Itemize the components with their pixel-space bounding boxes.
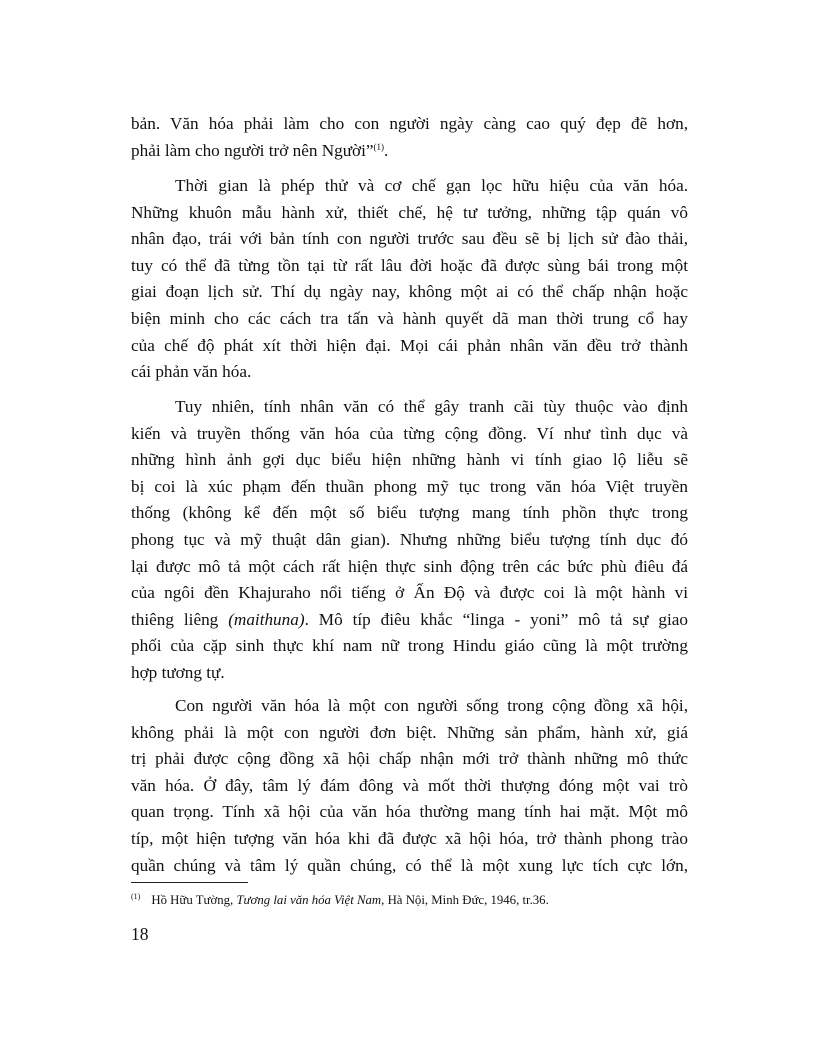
text-line: Thời gian là phép thử và cơ chế gạn lọc hữu hiệu của văn hóa.: [175, 176, 688, 195]
text-line: văn hóa. Ở đây, tâm lý đám đông và mốt thời thượng đóng một vai trò: [131, 775, 688, 795]
text-line: kiến và truyền thống văn hóa của từng cộng đồng. Ví như tình dục và: [131, 423, 688, 443]
footnote-author: Hồ Hữu Tường,: [151, 893, 237, 907]
text-line: Con người văn hóa là một con người sống trong cộng đồng xã hội,: [175, 696, 688, 715]
footnote-ref: (1): [373, 141, 385, 152]
text-line: bị coi là xúc phạm đến thuần phong mỹ tục trong văn hóa Việt truyền: [131, 476, 688, 496]
footnote-rest: , Hà Nội, Minh Đức, 1946, tr.36.: [381, 893, 549, 907]
text-line: Những khuôn mẫu hành xử, thiết chế, hệ tư tưởng, những tập quán vô: [131, 202, 688, 222]
text-line: Tuy nhiên, tính nhân văn có thể gây tranh cãi tùy thuộc vào định: [175, 397, 688, 416]
text-line: típ, một hiện tượng văn hóa khi đã được xã hội hóa, trở thành phong trào: [131, 828, 688, 848]
footnote: [131, 888, 549, 909]
text-line: phối của cặp sinh thực khí nam nữ trong Hindu giáo cũng là một trường: [131, 636, 688, 656]
text-line: của chế độ phát xít thời hiện đại. Mọi cái phản nhân văn đều trở thành: [131, 335, 688, 355]
text-line: những hình ảnh gợi dục biểu hiện những hành vi tính giao lộ liễu sẽ: [131, 450, 688, 470]
text-line: của ngôi đền Khajuraho nổi tiếng ở Ấn Độ và được coi là một hành vi: [131, 583, 688, 603]
page-number: 18: [131, 924, 149, 944]
footnote-divider: [131, 882, 248, 883]
paragraph-4: [131, 693, 688, 879]
text-line: biện minh cho các cách tra tấn và hành quyết dã man thời trung cổ hay: [131, 308, 688, 328]
text-line: phong tục và mỹ thuật dân gian). Nhưng những biểu tượng tính dục đó: [131, 529, 688, 549]
text-line: [131, 607, 688, 634]
body-text: [131, 693, 688, 879]
text-span: phải làm cho người trở nên Người”: [131, 140, 374, 160]
text-line: quan trọng. Tính xã hội của văn hóa thường mang tính hai mặt. Một mô: [131, 802, 688, 822]
text-line: không phải là một con người đơn biệt. Những sản phẩm, hành xử, giá: [131, 722, 688, 742]
footnote-title: Tương lai văn hóa Việt Nam: [236, 893, 382, 907]
text-line: bản. Văn hóa phải làm cho con người ngày càng cao quý đẹp đẽ hơn,: [131, 114, 688, 133]
text-line: nhân đạo, trái với bản tính con người trước sau đều sẽ bị lịch sử đào thải,: [131, 229, 688, 249]
text-line: hợp tương tự.: [131, 662, 225, 682]
body-text: [131, 394, 688, 687]
body-text: [131, 173, 688, 386]
text-line: tuy có thể đã từng tồn tại từ rất lâu đời hoặc đã được sùng bái trong một: [131, 255, 688, 275]
text-line: quần chúng và tâm lý quần chúng, có thể là một xung lực tích cực lớn,: [131, 855, 688, 875]
text-span: . Mô típ điêu khắc “linga - yoni” mô tả sự giao: [304, 609, 688, 629]
italic-term: (maithuna): [228, 609, 305, 629]
text-line: thống (không kể đến một số biểu tượng mang tính phồn thực trong: [131, 503, 688, 523]
text-line: lại được mô tả một cách rất hiện thực sinh động trên các bức phù điêu đá: [131, 556, 688, 576]
text-span: .: [384, 140, 389, 160]
text-line: [131, 138, 688, 165]
paragraph-2: [131, 173, 688, 386]
text-line: trị phải được cộng đồng xã hội chấp nhận mới trở thành những mô thức: [131, 749, 688, 769]
text-span: thiêng liêng: [131, 609, 229, 629]
text-line: cái phản văn hóa.: [131, 362, 252, 382]
paragraph-3: [131, 394, 688, 687]
body-text: [131, 111, 688, 164]
text-line: giai đoạn lịch sử. Thí dụ ngày nay, không một ai có thể chấp nhận hoặc: [131, 282, 688, 302]
paragraph-1: [131, 111, 688, 164]
footnote-mark: (1): [131, 892, 141, 901]
